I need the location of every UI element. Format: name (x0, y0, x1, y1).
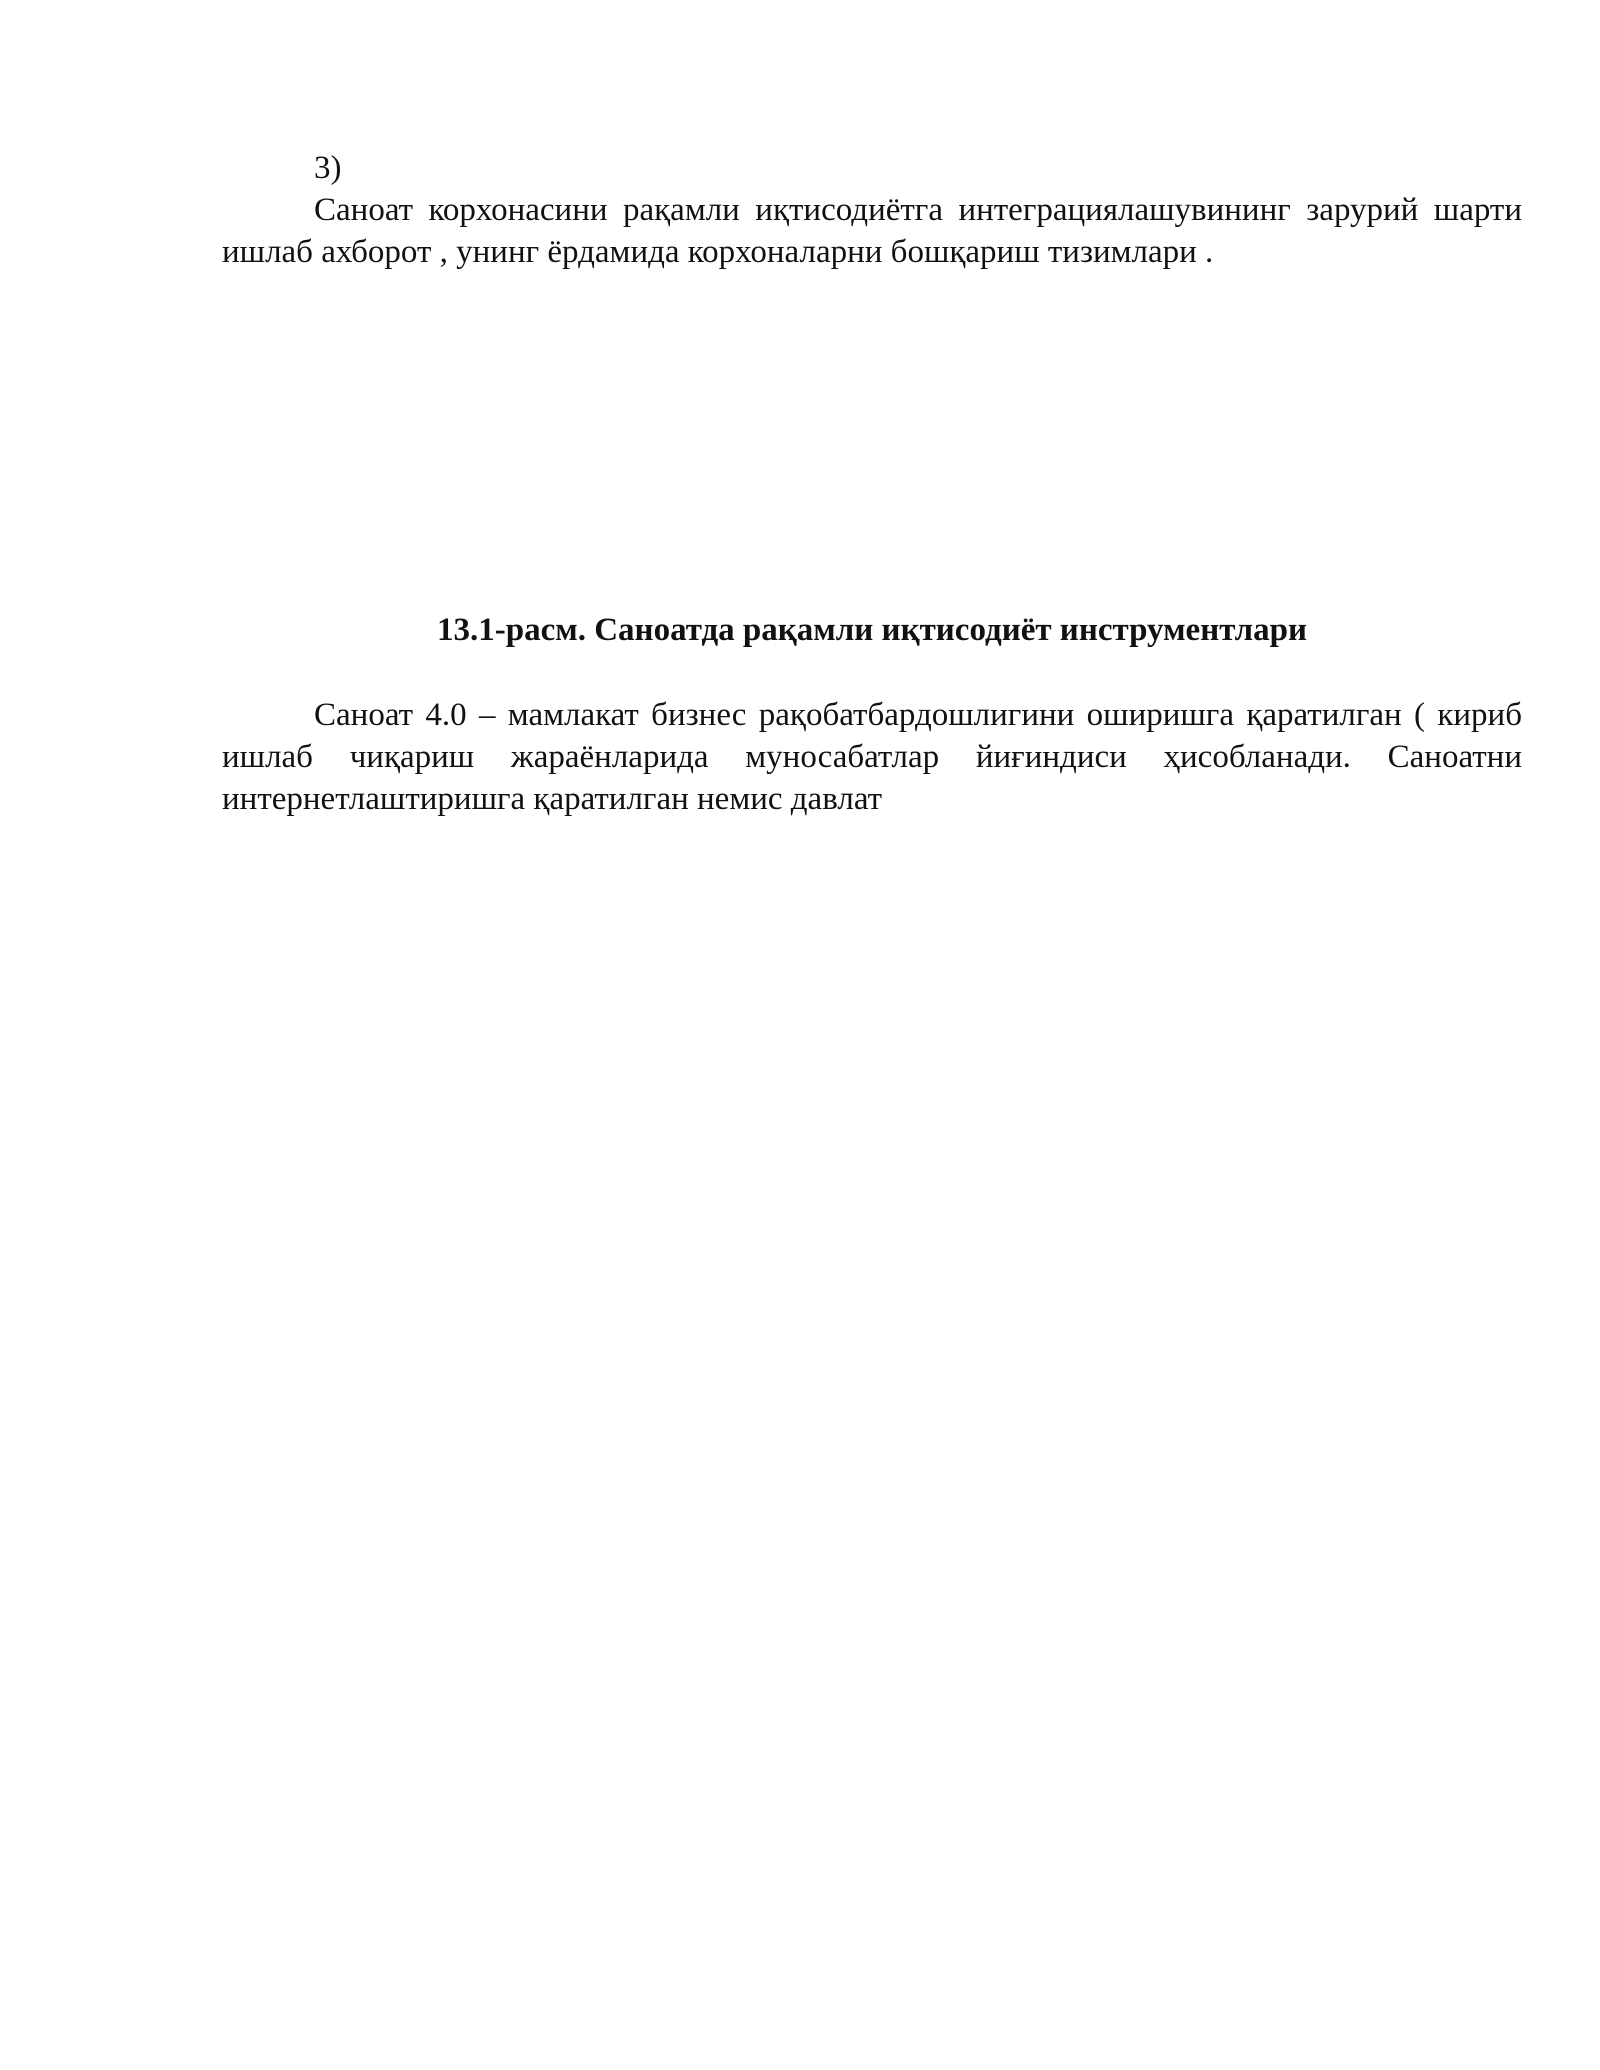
figure-caption: 13.1-расм. Саноатда рақамли иқтисодиёт инструментлари (437, 612, 1307, 648)
paragraph-intro: Саноат корхонасини рақамли иқтисодиётга интеграциялашувининг зарурий шарти ишлаб ахборот , унинг ёрдамида корхоналарни бошқариш тизимлари . (222, 192, 1522, 270)
paragraph-industry-4: Саноат 4.0 – мамлакат бизнес рақобатбардошлигини оширишга қаратилган ( кириб ишлаб чиқариш жараёнларида муносабатлар йиғиндиси ҳисобланади. Саноатни интернетлаштиришга қаратилган немис давлат (222, 697, 1522, 817)
list-marker: 3) (314, 150, 342, 186)
